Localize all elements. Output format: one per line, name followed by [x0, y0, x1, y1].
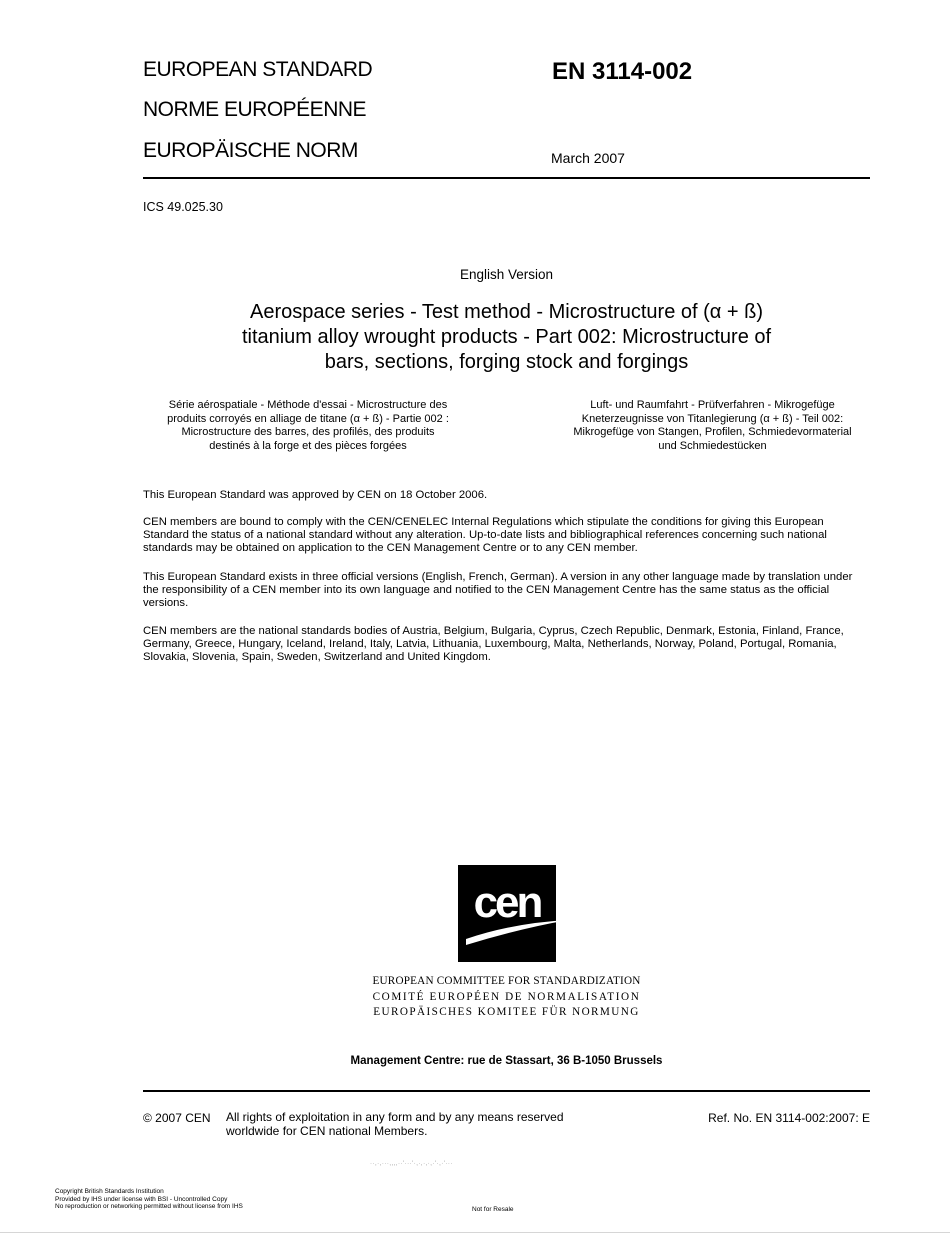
- approval-paragraph: This European Standard was approved by CEN on 18 October 2006.: [143, 489, 488, 501]
- title-french-line: produits corroyés en alliage de titane (α + ß) - Partie 002 :: [167, 412, 449, 425]
- header-title-de: EUROPÄISCHE NORM: [143, 139, 358, 162]
- versions-paragraph: This European Standard exists in three official versions (English, French, German). A version in any other language made by translation under the responsibility of a CEN member into its own language and notified to the CEN Management Centre has the same status as the official versions.: [143, 571, 853, 610]
- management-centre: Management Centre: rue de Stassart, 36 B-1050 Brussels: [350, 1055, 663, 1067]
- rights-line: All rights of exploitation in any form and by any means reserved: [226, 1110, 564, 1124]
- reference-number: Ref. No. EN 3114-002:2007: E: [708, 1111, 870, 1125]
- committee-name-fr: COMITÉ EUROPÉEN DE NORMALISATION: [372, 990, 641, 1003]
- title-german-line: Luft- und Raumfahrt - Prüfverfahren - Mikrogefüge: [590, 399, 835, 411]
- license-notice: [55, 1188, 243, 1211]
- not-for-resale: Not for Resale: [472, 1206, 514, 1213]
- title-german-line: Mikrogefüge von Stangen, Profilen, Schmiedevormaterial: [573, 426, 852, 438]
- license-line: Provided by IHS under license with BSI - Uncontrolled Copy: [55, 1195, 228, 1203]
- title-line: titanium alloy wrought products - Part 002: Microstructure of: [241, 326, 772, 348]
- committee-name-en: EUROPEAN COMMITTEE FOR STANDARDIZATION: [372, 975, 641, 987]
- license-line: Copyright British Standards Institution: [55, 1188, 164, 1195]
- version-label: English Version: [459, 267, 554, 282]
- rights-line: worldwide for CEN national Members.: [226, 1123, 428, 1138]
- title-german: [540, 399, 885, 453]
- cen-logo-text: cen: [473, 878, 541, 927]
- committee-name-de: EUROPÄISCHES KOMITEE FÜR NORMUNG: [373, 1006, 640, 1018]
- copyright: © 2007 CEN: [143, 1111, 211, 1125]
- members-paragraph: CEN members are the national standards bodies of Austria, Belgium, Bulgaria, Cyprus, Czech Republic, Denmark, Estonia, Finland, France, Germany, Greece, Hungary, Iceland, Ireland, Italy, Latvia, Lithuania, Luxembourg, Malta, Netherlands, Norway, Poland, Portugal, Romania, Slovakia, Slovenia, Spain, Sweden, Switzerland and United Kingdom.: [143, 625, 844, 664]
- title-french-line: Microstructure des barres, des profilés, des produits: [181, 426, 435, 438]
- header-divider: [143, 177, 870, 179]
- document-title: [143, 300, 870, 375]
- faint-marks: ··,·,···,,,,··'···'·,·,·,·,·'·,·'···: [370, 1161, 453, 1167]
- title-line: bars, sections, forging stock and forgings: [324, 351, 689, 373]
- title-line: Aerospace series - Test method - Microstructure of (α + ß): [249, 301, 764, 323]
- publication-date: March 2007: [551, 150, 625, 166]
- header-title-en: EUROPEAN STANDARD: [143, 58, 373, 81]
- page-bottom-edge: [0, 1232, 950, 1233]
- title-french: [143, 399, 473, 453]
- title-german-line: Kneterzeugnisse von Titanlegierung (α + ß) - Teil 002:: [581, 412, 844, 425]
- ics-code: ICS 49.025.30: [143, 200, 223, 214]
- title-german-line: und Schmiedestücken: [658, 439, 767, 452]
- cen-logo: [458, 865, 568, 965]
- title-french-line: Série aérospatiale - Méthode d'essai - Microstructure des: [168, 399, 448, 411]
- rights-statement: [226, 1111, 586, 1138]
- standard-number: EN 3114-002: [552, 58, 693, 85]
- title-french-line: destinés à la forge et des pièces forgées: [209, 439, 407, 452]
- compliance-paragraph: CEN members are bound to comply with the CEN/CENELEC Internal Regulations which stipulate the conditions for giving this European Standard the status of a national standard without any alteration. Up-to-date lists and bibliographical references concerning such national standards may be obtained on application to the CEN Management Centre or to any CEN member.: [143, 516, 827, 555]
- committee-names: [143, 974, 870, 1021]
- footer-divider: [143, 1090, 870, 1092]
- license-line: No reproduction or networking permitted without license from IHS: [55, 1203, 243, 1211]
- header-title-fr: NORME EUROPÉENNE: [143, 98, 367, 121]
